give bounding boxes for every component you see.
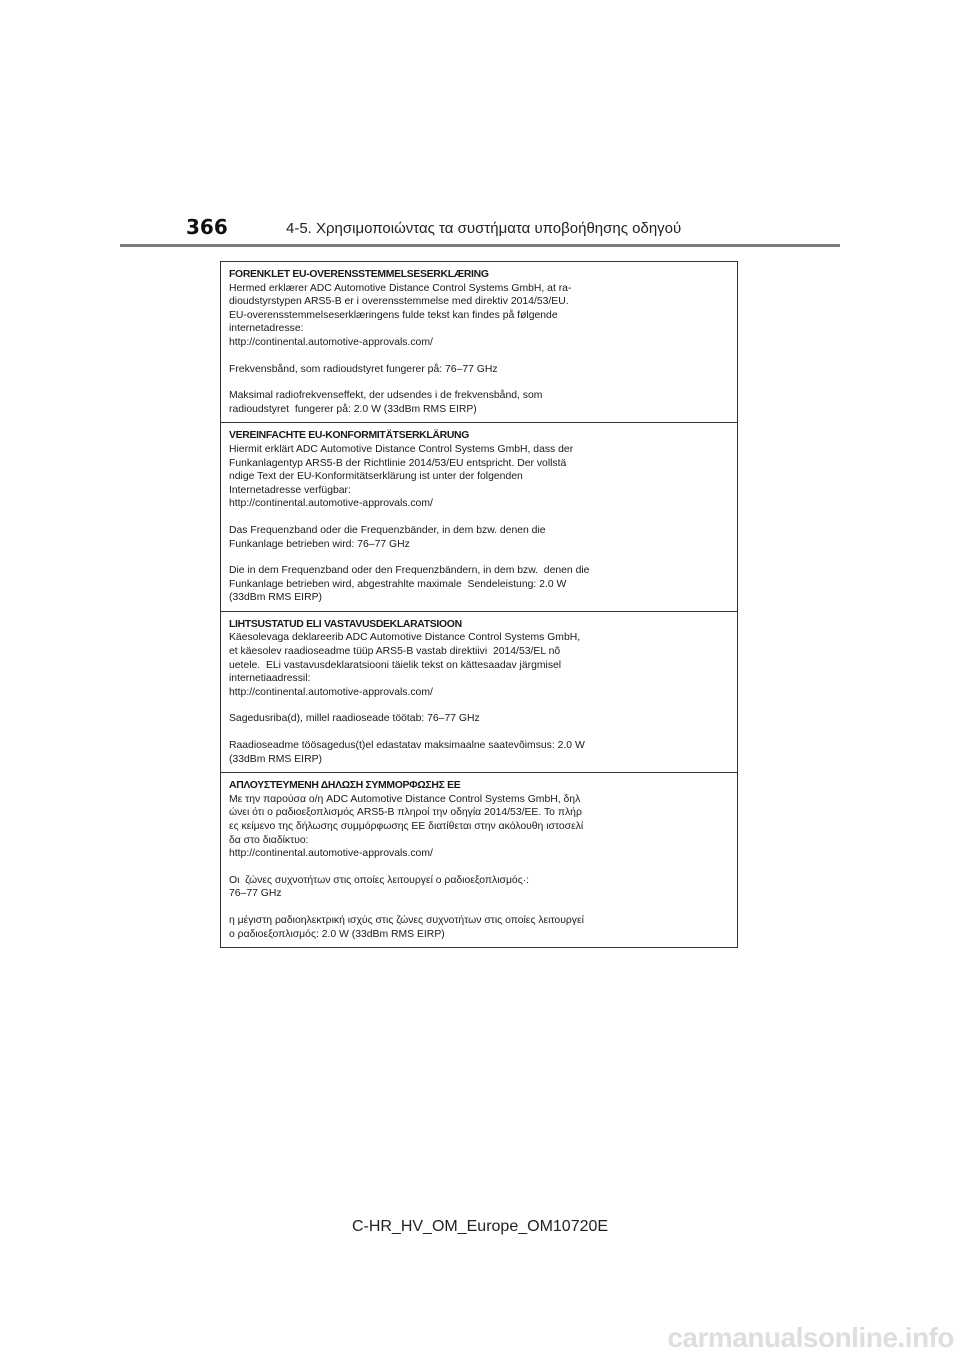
watermark: carmanualsonline.info [667,1322,954,1353]
declaration-line: ώνει ότι ο ραδιοεξοπλισμός ARS5-B πληροί την οδηγία 2014/53/ΕΕ. Το πλήρ [229,807,582,819]
section-title: 4-5. Χρησιμοποιώντας τα συστήματα υποβοήθησης οδηγού [286,220,682,237]
header-rule [120,244,840,247]
declaration-line: internetiaadressil: [229,673,311,685]
declaration-line: (33dBm RMS EIRP) [229,753,322,765]
declaration-line: uetele. ELi vastavusdeklaratsiooni täielik tekst on kättesaadav järgmisel [229,659,562,671]
paragraph-gap [229,376,729,389]
declaration-line: Das Frequenzband oder die Frequenzbänder, in dem bzw. denen die [229,524,546,536]
paragraph-gap [229,551,729,564]
declaration-line: internetadresse: [229,323,304,335]
declaration-line: Με την παρούσα ο/η ADC Automotive Distance Control Systems GmbH, δηλ [229,793,581,805]
paragraph-gap [229,861,729,874]
declaration-title: FORENKLET EU-OVERENSSTEMMELSESERKLÆRING [229,269,489,280]
declaration-line: ο ραδιοεξοπλισμός: 2.0 W (33dBm RMS EIRP) [229,928,445,940]
declaration-title: ΑΠΛΟΥΣΤΕΥΜΕΝΗ ΔΗΛΩΣΗ ΣΥΜΜΟΡΦΩΣΗΣ ΕΕ [229,780,461,792]
declaration-block [221,423,737,612]
declaration-line: η μέγιστη ραδιοηλεκτρική ισχύς στις ζώνες συχνοτήτων στις οποίες λειτουργεί [229,914,584,926]
declaration-line: http://continental.automotive-approvals.com/ [229,848,433,860]
declaration-line: Die in dem Frequenzband oder den Frequenzbändern, in dem bzw. denen die [229,565,590,577]
declaration-line: http://continental.automotive-approvals.com/ [229,686,433,698]
page-header [120,212,840,248]
declaration-line: Sagedusriba(d), millel raadioseade töötab: 76–77 GHz [229,713,480,725]
declaration-line: δα στο διαδίκτυο: [229,834,309,846]
declaration-title: LIHTSUSTATUD ELI VASTAVUSDEKLARATSIOON [229,618,462,630]
paragraph-gap [229,350,729,363]
declaration-block [221,262,737,423]
declaration-table [220,261,738,948]
declaration-line: Funkanlage betrieben wird: 76–77 GHz [229,538,410,550]
declaration-line: Raadioseadme töösagedus(t)el edastatav maksimaalne saatevõimsus: 2.0 W [229,740,585,752]
declaration-line: radioudstyret fungerer på: 2.0 W (33dBm RMS EIRP) [229,403,477,415]
declaration-block [221,612,737,773]
declaration-line: Funkanlage betrieben wird, abgestrahlte maximale Sendeleistung: 2.0 W [229,578,567,590]
declaration-line: 76–77 GHz [229,888,282,900]
paragraph-gap [229,699,729,712]
paragraph-gap [229,726,729,739]
declaration-line: ndige Text der EU-Konformitätserklärung ist unter der folgenden [229,471,523,483]
declaration-line: http://continental.automotive-approvals.com/ [229,336,433,348]
declaration-line: et käesolev raadioseadme tüüp ARS5-B vastab direktiivi 2014/53/EL nõ [229,646,561,658]
declaration-line: Hermed erklærer ADC Automotive Distance Control Systems GmbH, at ra- [229,282,572,294]
declaration-line: (33dBm RMS EIRP) [229,592,322,604]
paragraph-gap [229,511,729,524]
paragraph-gap [229,901,729,914]
declaration-title: VEREINFACHTE EU-KONFORMITÄTSERKLÄRUNG [229,430,470,442]
declaration-block [221,773,737,947]
declaration-line: ες κείμενο της δήλωσης συμμόρφωσης ΕΕ διατίθεται στην ακόλουθη ιστοσελί [229,821,584,832]
document-code: C-HR_HV_OM_Europe_OM10720E [351,1218,609,1235]
declaration-line: Maksimal radiofrekvenseffekt, der udsendes i de frekvensbånd, som [229,390,543,402]
page-number: 366 [186,215,228,239]
declaration-line: EU-overensstemmelseserklæringens fulde tekst kan findes på følgende [229,309,558,321]
declaration-line: Käesolevaga deklareerib ADC Automotive Distance Control Systems GmbH, [229,632,581,644]
declaration-line: http://continental.automotive-approvals.com/ [229,498,433,510]
declaration-line: Internetadresse verfügbar: [229,484,351,496]
declaration-line: Funkanlagentyp ARS5-B der Richtlinie 2014/53/EU entspricht. Der vollstä [229,457,567,469]
declaration-line: dioudstyrstypen ARS5-B er i overensstemmelse med direktiv 2014/53/EU. [229,296,569,308]
declaration-line: Hiermit erklärt ADC Automotive Distance Control Systems GmbH, dass der [229,443,574,455]
declaration-line: Οι ζώνες συχνοτήτων στις οποίες λειτουργεί ο ραδιοεξοπλισμός·: [229,874,530,886]
declaration-line: Frekvensbånd, som radioudstyret fungerer på: 76–77 GHz [229,363,498,375]
